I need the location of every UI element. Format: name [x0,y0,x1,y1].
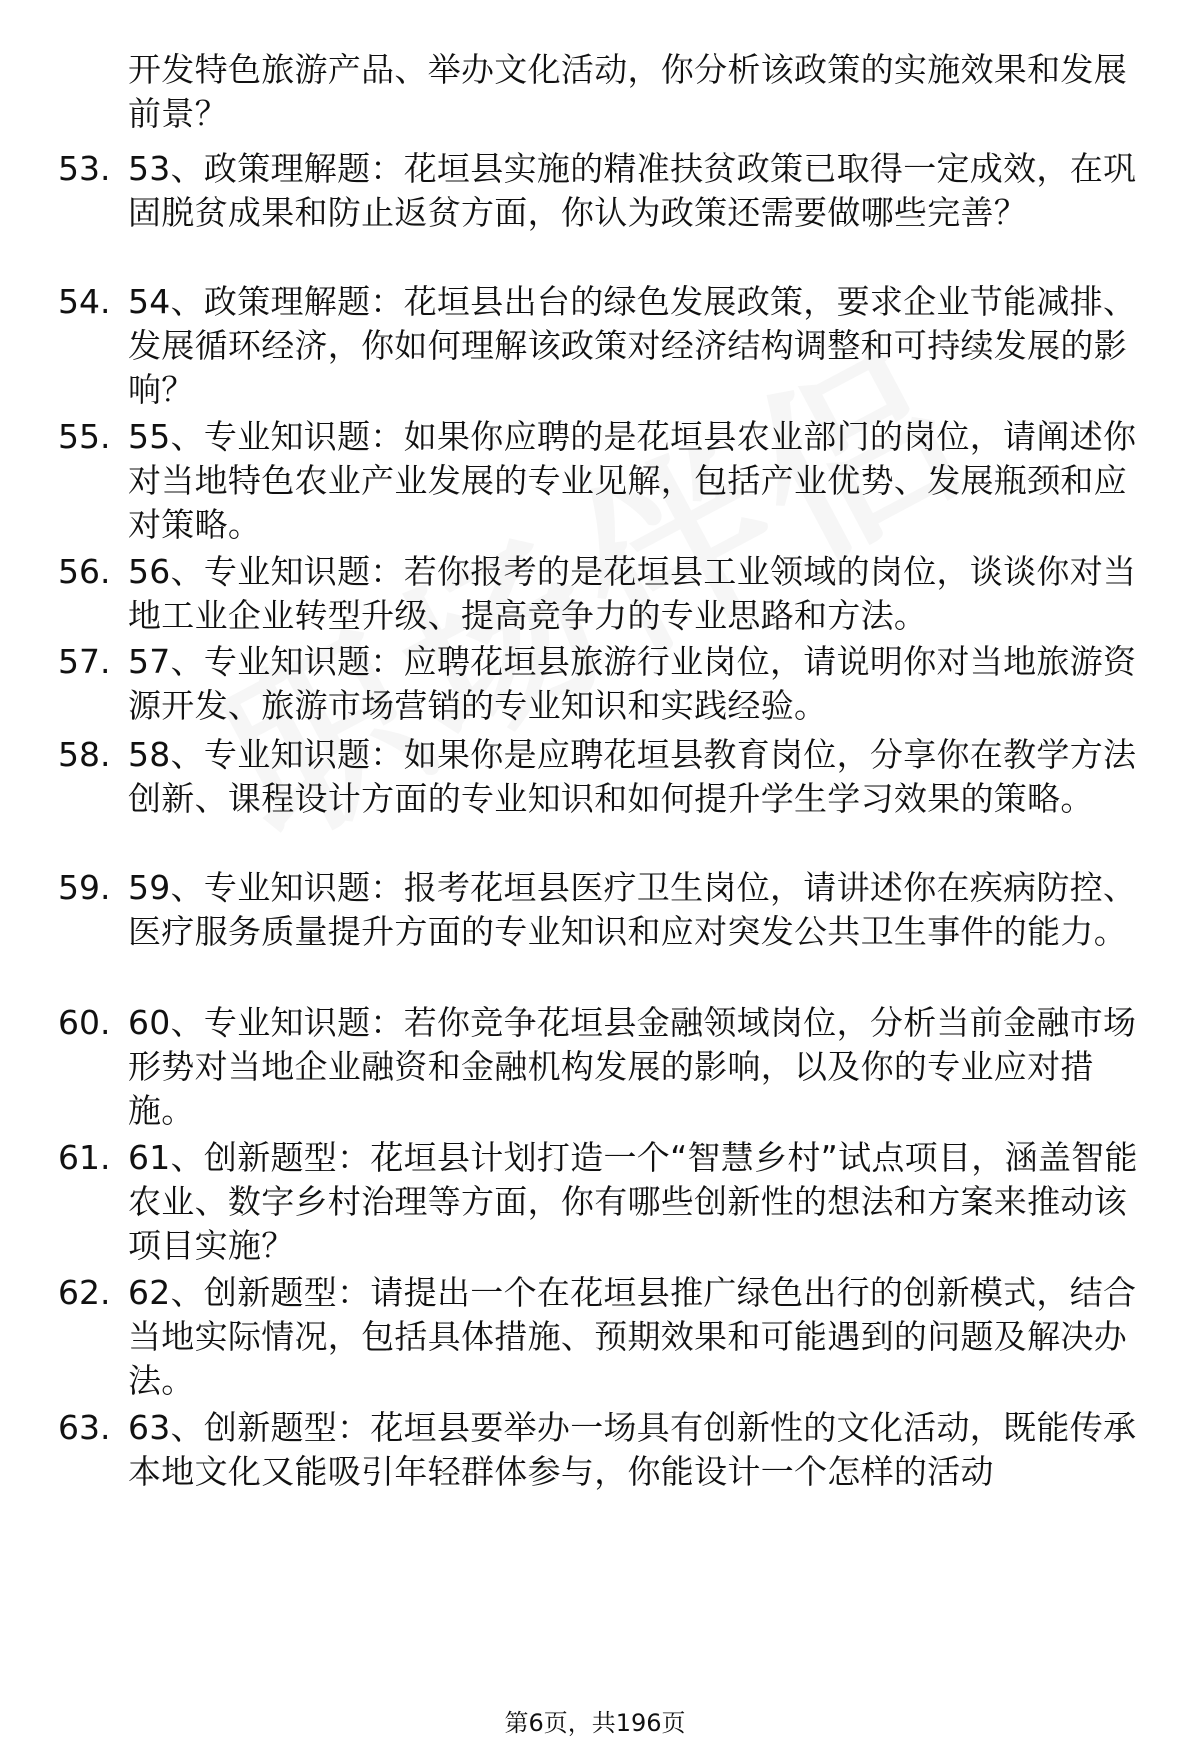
page-footer: 第6页，共196页 [504,1709,686,1737]
question-text: 54、政策理解题：花垣县出台的绿色发展政策，要求企业节能减排、发展循环经济，你如何理解该政策对经济结构调整和可持续发展的影响？ [128,282,1137,409]
question-text: 61、创新题型：花垣县计划打造一个“智慧乡村”试点项目，涵盖智能农业、数字乡村治理等方面，你有哪些创新性的想法和方案来推动该项目实施？ [128,1138,1138,1265]
question-number: 62. [58,1273,111,1312]
question-number: 60. [58,1003,111,1042]
question-text: 62、创新题型：请提出一个在花垣县推广绿色出行的创新模式，结合当地实际情况，包括具体措施、预期效果和可能遇到的问题及解决办法。 [128,1273,1137,1400]
question-number: 63. [58,1408,111,1447]
question-number: 56. [58,552,111,591]
question-number: 55. [58,417,111,456]
question-number: 61. [58,1138,111,1177]
question-text: 57、专业知识题：应聘花垣县旅游行业岗位，请说明你对当地旅游资源开发、旅游市场营销的专业知识和实践经验。 [128,642,1137,725]
question-text: 55、专业知识题：如果你应聘的是花垣县农业部门的岗位，请阐述你对当地特色农业产业发展的专业见解，包括产业优势、发展瓶颈和应对策略。 [128,417,1137,544]
question-text: 58、专业知识题：如果你是应聘花垣县教育岗位，分享你在教学方法创新、课程设计方面的专业知识和如何提升学生学习效果的策略。 [128,735,1137,818]
question-number: 57. [58,642,111,681]
question-text: 56、专业知识题：若你报考的是花垣县工业领域的岗位，谈谈你对当地工业企业转型升级、提高竞争力的专业思路和方法。 [128,552,1137,635]
question-number: 58. [58,735,111,774]
question-number: 59. [58,868,111,907]
question-number: 53. [58,149,111,188]
question-text: 63、创新题型：花垣县要举办一场具有创新性的文化活动，既能传承本地文化又能吸引年轻群体参与，你能设计一个怎样的活动 [128,1408,1137,1491]
continued-question-text: 开发特色旅游产品、举办文化活动，你分析该政策的实施效果和发展前景？ [128,50,1127,133]
question-number: 54. [58,282,111,321]
question-text: 59、专业知识题：报考花垣县医疗卫生岗位，请讲述你在疾病防控、医疗服务质量提升方面的专业知识和应对突发公共卫生事件的能力。 [128,868,1137,951]
question-text: 60、专业知识题：若你竞争花垣县金融领域岗位，分析当前金融市场形势对当地企业融资和金融机构发展的影响，以及你的专业应对措施。 [128,1003,1137,1130]
question-text: 53、政策理解题：花垣县实施的精准扶贫政策已取得一定成效，在巩固脱贫成果和防止返贫方面，你认为政策还需要做哪些完善？ [128,149,1137,232]
